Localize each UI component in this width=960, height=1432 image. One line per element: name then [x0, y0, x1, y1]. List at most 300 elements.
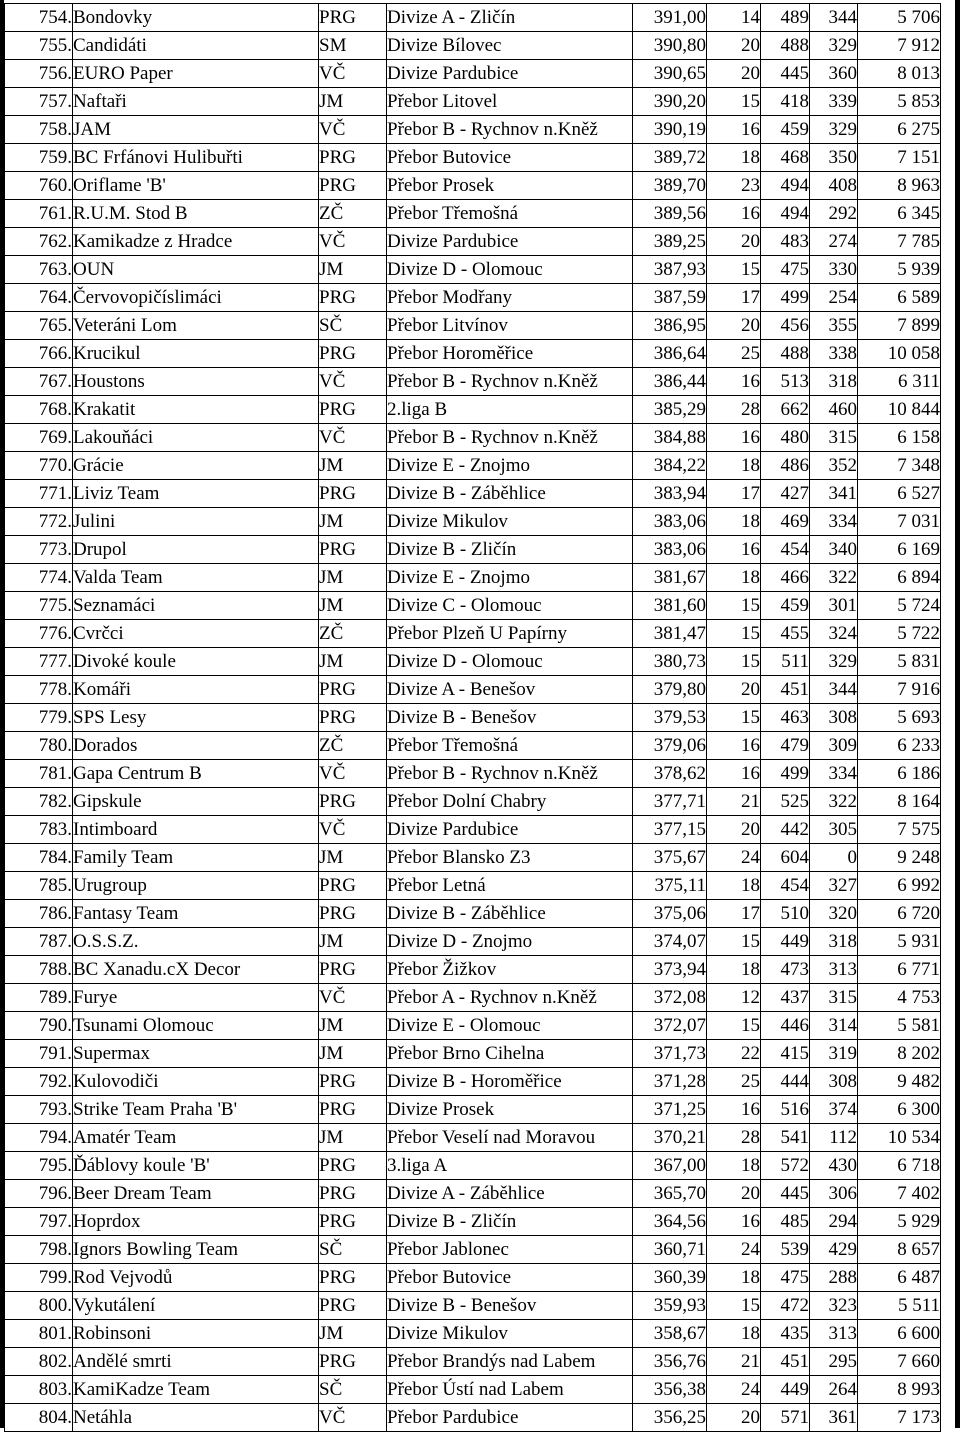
cell-total: 5 831 — [858, 648, 941, 676]
cell-division: Přebor Modřany — [387, 284, 633, 312]
cell-rank: 778. — [5, 676, 73, 704]
cell-total: 5 853 — [858, 88, 941, 116]
cell-average: 375,67 — [633, 844, 707, 872]
cell-rank: 772. — [5, 508, 73, 536]
cell-region: PRG — [319, 1292, 387, 1320]
cell-max: 662 — [761, 396, 810, 424]
cell-region: PRG — [319, 1208, 387, 1236]
cell-min: 460 — [810, 396, 858, 424]
cell-region: JM — [319, 592, 387, 620]
cell-team-name: Ďáblovy koule 'B' — [73, 1152, 319, 1180]
cell-min: 308 — [810, 1068, 858, 1096]
cell-average: 374,07 — [633, 928, 707, 956]
cell-max: 444 — [761, 1068, 810, 1096]
table-row — [5, 368, 941, 396]
cell-total: 5 722 — [858, 620, 941, 648]
cell-games: 23 — [707, 172, 761, 200]
cell-division: Divize B - Benešov — [387, 704, 633, 732]
cell-games: 21 — [707, 1348, 761, 1376]
cell-division: Divize E - Olomouc — [387, 1012, 633, 1040]
cell-max: 454 — [761, 536, 810, 564]
cell-average: 379,06 — [633, 732, 707, 760]
table-row — [5, 452, 941, 480]
table-row — [5, 816, 941, 844]
cell-total: 5 693 — [858, 704, 941, 732]
cell-min: 355 — [810, 312, 858, 340]
cell-total: 6 487 — [858, 1264, 941, 1292]
cell-max: 513 — [761, 368, 810, 396]
cell-max: 541 — [761, 1124, 810, 1152]
table-row — [5, 60, 941, 88]
cell-division: Přebor Letná — [387, 872, 633, 900]
cell-rank: 784. — [5, 844, 73, 872]
cell-total: 8 657 — [858, 1236, 941, 1264]
table-row — [5, 844, 941, 872]
cell-rank: 765. — [5, 312, 73, 340]
cell-min: 361 — [810, 1404, 858, 1432]
cell-max: 516 — [761, 1096, 810, 1124]
cell-min: 324 — [810, 620, 858, 648]
cell-average: 381,60 — [633, 592, 707, 620]
cell-games: 16 — [707, 760, 761, 788]
results-table — [4, 3, 941, 1432]
cell-total: 6 720 — [858, 900, 941, 928]
table-row — [5, 704, 941, 732]
cell-rank: 792. — [5, 1068, 73, 1096]
cell-games: 16 — [707, 424, 761, 452]
cell-games: 20 — [707, 816, 761, 844]
table-row — [5, 116, 941, 144]
cell-max: 427 — [761, 480, 810, 508]
cell-min: 313 — [810, 1320, 858, 1348]
cell-division: Divize B - Záběhlice — [387, 480, 633, 508]
cell-max: 494 — [761, 172, 810, 200]
cell-max: 572 — [761, 1152, 810, 1180]
cell-team-name: Intimboard — [73, 816, 319, 844]
cell-total: 5 724 — [858, 592, 941, 620]
cell-max: 451 — [761, 1348, 810, 1376]
cell-max: 472 — [761, 1292, 810, 1320]
cell-average: 370,21 — [633, 1124, 707, 1152]
cell-max: 445 — [761, 60, 810, 88]
cell-games: 28 — [707, 396, 761, 424]
cell-games: 17 — [707, 480, 761, 508]
table-row — [5, 1348, 941, 1376]
cell-max: 468 — [761, 144, 810, 172]
cell-division: Divize Mikulov — [387, 1320, 633, 1348]
cell-total: 7 912 — [858, 32, 941, 60]
table-row — [5, 4, 941, 32]
cell-total: 6 527 — [858, 480, 941, 508]
cell-team-name: Urugroup — [73, 872, 319, 900]
cell-games: 18 — [707, 1320, 761, 1348]
cell-max: 480 — [761, 424, 810, 452]
cell-region: VČ — [319, 984, 387, 1012]
cell-max: 488 — [761, 340, 810, 368]
cell-total: 8 202 — [858, 1040, 941, 1068]
cell-total: 8 164 — [858, 788, 941, 816]
table-row — [5, 396, 941, 424]
cell-total: 6 894 — [858, 564, 941, 592]
cell-region: ZČ — [319, 620, 387, 648]
cell-average: 390,20 — [633, 88, 707, 116]
cell-team-name: Kamikadze z Hradce — [73, 228, 319, 256]
cell-total: 8 963 — [858, 172, 941, 200]
cell-max: 511 — [761, 648, 810, 676]
cell-division: Přebor Třemošná — [387, 732, 633, 760]
cell-division: Přebor Horoměřice — [387, 340, 633, 368]
cell-total: 8 993 — [858, 1376, 941, 1404]
cell-games: 24 — [707, 844, 761, 872]
cell-team-name: Bondovky — [73, 4, 319, 32]
cell-rank: 783. — [5, 816, 73, 844]
cell-team-name: Hoprdox — [73, 1208, 319, 1236]
cell-division: Přebor Pardubice — [387, 1404, 633, 1432]
cell-division: Divize Prosek — [387, 1096, 633, 1124]
cell-min: 350 — [810, 144, 858, 172]
cell-division: Divize B - Zličín — [387, 536, 633, 564]
cell-rank: 794. — [5, 1124, 73, 1152]
cell-total: 7 785 — [858, 228, 941, 256]
cell-min: 301 — [810, 592, 858, 620]
cell-division: Přebor Litvínov — [387, 312, 633, 340]
cell-games: 20 — [707, 312, 761, 340]
cell-region: PRG — [319, 396, 387, 424]
cell-team-name: O.S.S.Z. — [73, 928, 319, 956]
cell-division: Divize B - Horoměřice — [387, 1068, 633, 1096]
cell-min: 340 — [810, 536, 858, 564]
cell-region: PRG — [319, 1348, 387, 1376]
cell-rank: 760. — [5, 172, 73, 200]
cell-average: 380,73 — [633, 648, 707, 676]
cell-team-name: Seznamáci — [73, 592, 319, 620]
cell-team-name: Furye — [73, 984, 319, 1012]
cell-division: Přebor Ústí nad Labem — [387, 1376, 633, 1404]
cell-region: VČ — [319, 228, 387, 256]
cell-games: 28 — [707, 1124, 761, 1152]
cell-rank: 780. — [5, 732, 73, 760]
table-row — [5, 32, 941, 60]
cell-division: Divize B - Zličín — [387, 1208, 633, 1236]
cell-team-name: Krucikul — [73, 340, 319, 368]
cell-average: 372,08 — [633, 984, 707, 1012]
cell-region: VČ — [319, 60, 387, 88]
cell-division: Přebor Blansko Z3 — [387, 844, 633, 872]
cell-team-name: Červovopičíslimáci — [73, 284, 319, 312]
cell-games: 16 — [707, 1208, 761, 1236]
cell-team-name: SPS Lesy — [73, 704, 319, 732]
cell-team-name: KamiKadze Team — [73, 1376, 319, 1404]
table-row — [5, 508, 941, 536]
table-row — [5, 1376, 941, 1404]
cell-average: 381,47 — [633, 620, 707, 648]
table-row — [5, 592, 941, 620]
cell-average: 378,62 — [633, 760, 707, 788]
cell-total: 5 939 — [858, 256, 941, 284]
cell-min: 112 — [810, 1124, 858, 1152]
cell-average: 389,70 — [633, 172, 707, 200]
cell-average: 375,06 — [633, 900, 707, 928]
cell-games: 18 — [707, 956, 761, 984]
cell-total: 6 169 — [858, 536, 941, 564]
cell-max: 499 — [761, 284, 810, 312]
cell-max: 525 — [761, 788, 810, 816]
cell-team-name: Dorados — [73, 732, 319, 760]
cell-rank: 782. — [5, 788, 73, 816]
cell-max: 499 — [761, 760, 810, 788]
cell-rank: 797. — [5, 1208, 73, 1236]
table-row — [5, 1320, 941, 1348]
cell-region: PRG — [319, 704, 387, 732]
cell-rank: 788. — [5, 956, 73, 984]
cell-region: JM — [319, 564, 387, 592]
cell-division: Divize D - Olomouc — [387, 256, 633, 284]
table-row — [5, 424, 941, 452]
cell-average: 381,67 — [633, 564, 707, 592]
cell-max: 437 — [761, 984, 810, 1012]
cell-games: 15 — [707, 88, 761, 116]
cell-total: 7 402 — [858, 1180, 941, 1208]
cell-total: 5 706 — [858, 4, 941, 32]
cell-min: 313 — [810, 956, 858, 984]
cell-region: VČ — [319, 368, 387, 396]
cell-games: 15 — [707, 1292, 761, 1320]
cell-region: PRG — [319, 676, 387, 704]
cell-team-name: Drupol — [73, 536, 319, 564]
table-row — [5, 1180, 941, 1208]
cell-average: 385,29 — [633, 396, 707, 424]
cell-min: 294 — [810, 1208, 858, 1236]
cell-region: VČ — [319, 1404, 387, 1432]
cell-team-name: Liviz Team — [73, 480, 319, 508]
cell-min: 408 — [810, 172, 858, 200]
cell-division: Přebor Prosek — [387, 172, 633, 200]
cell-rank: 773. — [5, 536, 73, 564]
cell-average: 390,80 — [633, 32, 707, 60]
cell-min: 264 — [810, 1376, 858, 1404]
cell-division: Divize Pardubice — [387, 60, 633, 88]
cell-max: 604 — [761, 844, 810, 872]
cell-min: 344 — [810, 676, 858, 704]
cell-average: 358,67 — [633, 1320, 707, 1348]
cell-region: SČ — [319, 312, 387, 340]
cell-rank: 779. — [5, 704, 73, 732]
cell-max: 466 — [761, 564, 810, 592]
cell-max: 539 — [761, 1236, 810, 1264]
cell-games: 17 — [707, 900, 761, 928]
cell-max: 488 — [761, 32, 810, 60]
cell-division: Přebor Butovice — [387, 1264, 633, 1292]
cell-average: 356,25 — [633, 1404, 707, 1432]
table-row — [5, 900, 941, 928]
cell-team-name: Supermax — [73, 1040, 319, 1068]
cell-division: Divize Bílovec — [387, 32, 633, 60]
cell-max: 454 — [761, 872, 810, 900]
cell-min: 341 — [810, 480, 858, 508]
cell-min: 320 — [810, 900, 858, 928]
cell-region: ZČ — [319, 732, 387, 760]
cell-region: VČ — [319, 816, 387, 844]
cell-total: 6 771 — [858, 956, 941, 984]
cell-min: 334 — [810, 760, 858, 788]
table-row — [5, 872, 941, 900]
cell-average: 377,15 — [633, 816, 707, 844]
cell-division: Přebor Plzeň U Papírny — [387, 620, 633, 648]
cell-min: 322 — [810, 564, 858, 592]
cell-team-name: Komáři — [73, 676, 319, 704]
cell-min: 0 — [810, 844, 858, 872]
cell-rank: 795. — [5, 1152, 73, 1180]
cell-min: 322 — [810, 788, 858, 816]
cell-min: 315 — [810, 424, 858, 452]
cell-games: 18 — [707, 452, 761, 480]
cell-average: 383,06 — [633, 508, 707, 536]
table-row — [5, 1208, 941, 1236]
cell-division: Divize D - Olomouc — [387, 648, 633, 676]
cell-team-name: Valda Team — [73, 564, 319, 592]
cell-region: PRG — [319, 172, 387, 200]
cell-average: 379,80 — [633, 676, 707, 704]
cell-games: 18 — [707, 1152, 761, 1180]
cell-team-name: Julini — [73, 508, 319, 536]
table-row — [5, 928, 941, 956]
cell-rank: 774. — [5, 564, 73, 592]
cell-rank: 756. — [5, 60, 73, 88]
table-row — [5, 620, 941, 648]
cell-rank: 757. — [5, 88, 73, 116]
cell-division: Přebor B - Rychnov n.Kněž — [387, 424, 633, 452]
cell-total: 7 173 — [858, 1404, 941, 1432]
cell-rank: 754. — [5, 4, 73, 32]
cell-division: Přebor B - Rychnov n.Kněž — [387, 116, 633, 144]
table-row — [5, 200, 941, 228]
cell-min: 309 — [810, 732, 858, 760]
cell-games: 18 — [707, 144, 761, 172]
cell-region: PRG — [319, 1068, 387, 1096]
cell-rank: 770. — [5, 452, 73, 480]
cell-region: PRG — [319, 1264, 387, 1292]
cell-region: JM — [319, 844, 387, 872]
cell-division: Přebor Butovice — [387, 144, 633, 172]
cell-team-name: Tsunami Olomouc — [73, 1012, 319, 1040]
cell-division: Divize E - Znojmo — [387, 452, 633, 480]
cell-rank: 796. — [5, 1180, 73, 1208]
cell-average: 371,25 — [633, 1096, 707, 1124]
cell-min: 295 — [810, 1348, 858, 1376]
cell-games: 15 — [707, 1012, 761, 1040]
cell-min: 430 — [810, 1152, 858, 1180]
cell-team-name: Strike Team Praha 'B' — [73, 1096, 319, 1124]
cell-max: 469 — [761, 508, 810, 536]
cell-rank: 766. — [5, 340, 73, 368]
cell-region: JM — [319, 1012, 387, 1040]
table-row — [5, 1264, 941, 1292]
cell-division: Divize A - Benešov — [387, 676, 633, 704]
cell-games: 15 — [707, 592, 761, 620]
cell-division: Přebor A - Rychnov n.Kněž — [387, 984, 633, 1012]
table-row — [5, 732, 941, 760]
cell-min: 344 — [810, 4, 858, 32]
table-row — [5, 1012, 941, 1040]
cell-team-name: Cvrčci — [73, 620, 319, 648]
cell-division: Divize A - Záběhlice — [387, 1180, 633, 1208]
cell-games: 20 — [707, 228, 761, 256]
cell-rank: 775. — [5, 592, 73, 620]
cell-total: 10 534 — [858, 1124, 941, 1152]
cell-average: 359,93 — [633, 1292, 707, 1320]
table-row — [5, 1124, 941, 1152]
cell-min: 330 — [810, 256, 858, 284]
cell-min: 329 — [810, 648, 858, 676]
cell-team-name: Houstons — [73, 368, 319, 396]
cell-team-name: Grácie — [73, 452, 319, 480]
cell-team-name: Candidáti — [73, 32, 319, 60]
cell-games: 14 — [707, 4, 761, 32]
cell-region: JM — [319, 88, 387, 116]
cell-games: 18 — [707, 872, 761, 900]
cell-min: 327 — [810, 872, 858, 900]
cell-team-name: Rod Vejvodů — [73, 1264, 319, 1292]
cell-average: 387,93 — [633, 256, 707, 284]
cell-rank: 804. — [5, 1404, 73, 1432]
table-row — [5, 984, 941, 1012]
cell-team-name: Beer Dream Team — [73, 1180, 319, 1208]
cell-max: 489 — [761, 4, 810, 32]
cell-division: 2.liga B — [387, 396, 633, 424]
cell-division: Divize A - Zličín — [387, 4, 633, 32]
cell-average: 367,00 — [633, 1152, 707, 1180]
cell-min: 429 — [810, 1236, 858, 1264]
cell-total: 6 158 — [858, 424, 941, 452]
cell-rank: 767. — [5, 368, 73, 396]
cell-team-name: EURO Paper — [73, 60, 319, 88]
cell-region: PRG — [319, 1096, 387, 1124]
cell-region: PRG — [319, 788, 387, 816]
cell-games: 24 — [707, 1236, 761, 1264]
cell-games: 21 — [707, 788, 761, 816]
cell-region: SČ — [319, 1236, 387, 1264]
table-row — [5, 228, 941, 256]
cell-division: Přebor Veselí nad Moravou — [387, 1124, 633, 1152]
cell-team-name: Family Team — [73, 844, 319, 872]
cell-min: 292 — [810, 200, 858, 228]
cell-games: 18 — [707, 1264, 761, 1292]
cell-total: 7 899 — [858, 312, 941, 340]
cell-total: 6 300 — [858, 1096, 941, 1124]
cell-average: 383,06 — [633, 536, 707, 564]
cell-games: 15 — [707, 648, 761, 676]
cell-team-name: Gapa Centrum B — [73, 760, 319, 788]
cell-region: JM — [319, 1124, 387, 1152]
cell-total: 7 348 — [858, 452, 941, 480]
cell-max: 415 — [761, 1040, 810, 1068]
cell-team-name: Robinsoni — [73, 1320, 319, 1348]
cell-min: 329 — [810, 32, 858, 60]
cell-min: 314 — [810, 1012, 858, 1040]
cell-max: 486 — [761, 452, 810, 480]
cell-max: 442 — [761, 816, 810, 844]
cell-average: 360,39 — [633, 1264, 707, 1292]
cell-max: 435 — [761, 1320, 810, 1348]
cell-rank: 768. — [5, 396, 73, 424]
table-row — [5, 536, 941, 564]
cell-rank: 800. — [5, 1292, 73, 1320]
cell-min: 308 — [810, 704, 858, 732]
cell-division: Přebor Litovel — [387, 88, 633, 116]
cell-min: 318 — [810, 928, 858, 956]
cell-team-name: Krakatit — [73, 396, 319, 424]
cell-games: 16 — [707, 732, 761, 760]
